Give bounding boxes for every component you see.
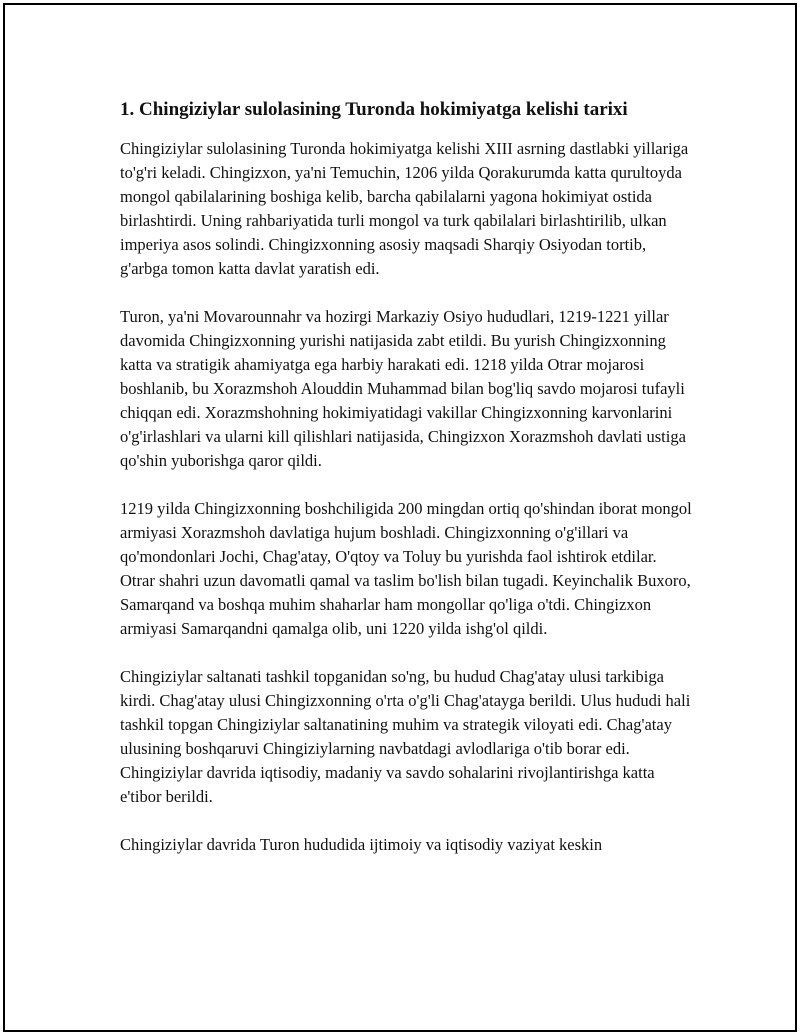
paragraph-3: 1219 yilda Chingizxonning boshchiligida 200 mingdan ortiq qo'shindan iborat mongol armiyasi Xorazmshoh davlatiga hujum boshladi. Chingizxonning o'g'illari va qo'mondonlari Jochi, Chag'atay, O'qtoy va Toluy bu yurishda faol ishtirok etdilar. Otrar shahri uzun davomatli qamal va taslim bo'lish bilan tugadi. Keyinchalik Buxoro, Samarqand va boshqa muhim shaharlar ham mongollar qo'liga o'tdi. Chingizxon armiyasi Samarqandni qamalga olib, uni 1220 yilda ishg'ol qildi. [120, 499, 692, 638]
section-heading: 1. Chingiziylar sulolasining Turonda hokimiyatga kelishi tarixi [120, 99, 628, 120]
paragraph-2: Turon, ya'ni Movarounnahr va hozirgi Markaziy Osiyo hududlari, 1219-1221 yillar davomida Chingizxonning yurishi natijasida zabt etildi. Bu yurish Chingizxonning katta va stratigik ahamiyatga ega harbiy harakati edi. 1218 yilda Otrar mojarosi boshlanib, bu Xorazmshoh Alouddin Muhammad bilan bog'liq savdo mojarosi tufayli chiqqan edi. Xorazmshohning hokimiyatidagi vakillar Chingizxonning karvonlarini o'g'irlashlari va ularni kill qilishlari natijasida, Chingizxon Xorazmshoh davlati ustiga qo'shin yuborishga qaror qildi. [120, 307, 686, 470]
document-content [120, 97, 695, 881]
document-page [3, 3, 797, 1032]
paragraph-4: Chingiziylar saltanati tashkil topganidan so'ng, bu hudud Chag'atay ulusi tarkibiga kirdi. Chag'atay ulusi Chingizxonning o'rta o'g'li Chag'atayga berildi. Ulus hududi hali tashkil topgan Chingiziylar saltanatining muhim va strategik viloyati edi. Chag'atay ulusining boshqaruvi Chingiziylarning navbatdagi avlodlariga o'tib borar edi. Chingiziylar davrida iqtisodiy, madaniy va savdo sohalarini rivojlantirishga katta e'tibor berildi. [120, 667, 691, 806]
paragraph-1: Chingiziylar sulolasining Turonda hokimiyatga kelishi XIII asrning dastlabki yillariga to'g'ri keladi. Chingizxon, ya'ni Temuchin, 1206 yilda Qorakurumda katta qurultoyda mongol qabilalarining boshiga kelib, barcha qabilalarni yagona hokimiyat ostida birlashtirdi. Uning rahbariyatida turli mongol va turk qabilalari birlashtirilib, ulkan imperiya asos solindi. Chingizxonning asosiy maqsadi Sharqiy Osiyodan tortib, g'arbga tomon katta davlat yaratish edi. [120, 139, 689, 278]
paragraph-5: Chingiziylar davrida Turon hududida ijtimoiy va iqtisodiy vaziyat keskin [120, 835, 603, 854]
